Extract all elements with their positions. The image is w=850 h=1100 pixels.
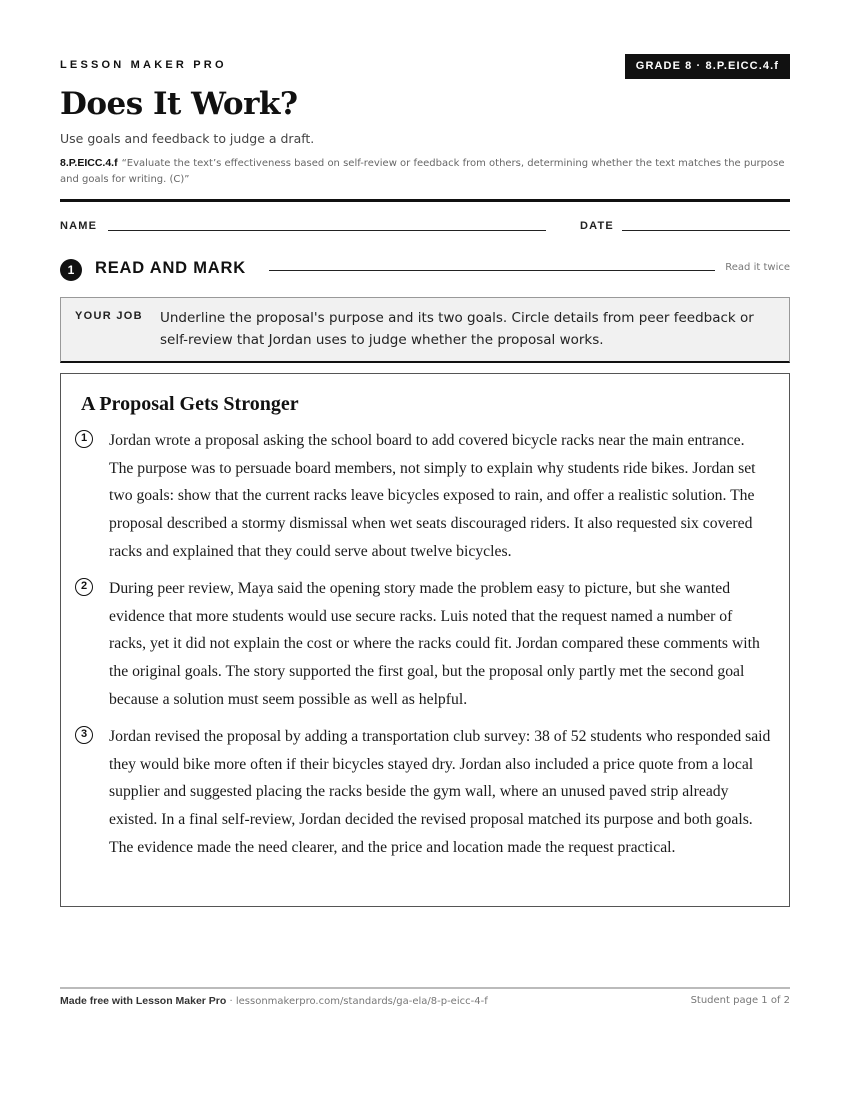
your-job-box bbox=[60, 297, 790, 363]
paragraph-text: Jordan wrote a proposal asking the school board to add covered bicycle racks near the main entrance. The purpose was to persuade board members, not simply to explain why students ride bikes. Jordan set two goals: show that the current racks leave bicycles exposed to rain, and offer a realistic solution. The proposal described a stormy dismissal when wet seats discouraged riders. It also requested six covered racks and explained that they could serve about twelve bicycles. bbox=[109, 432, 756, 560]
standard-text: “Evaluate the text’s effectiveness based on self-review or feedback from others, determining whether the text matches the purpose and goals for writing. (C)” bbox=[60, 158, 785, 185]
name-label: NAME bbox=[60, 220, 98, 232]
footer-divider bbox=[60, 987, 790, 989]
page-number: Student page 1 of 2 bbox=[690, 995, 790, 1006]
paragraph-number: 1 bbox=[75, 430, 93, 448]
reading-passage bbox=[60, 373, 790, 907]
paragraph-number: 3 bbox=[75, 726, 93, 744]
date-field[interactable] bbox=[622, 230, 790, 231]
section-number: 1 bbox=[60, 259, 82, 281]
footer-made-with: Made free with Lesson Maker Pro bbox=[60, 995, 227, 1007]
page-subtitle: Use goals and feedback to judge a draft. bbox=[60, 131, 315, 146]
section-title: READ AND MARK bbox=[95, 259, 246, 277]
grade-badge: GRADE 8 · 8.P.EICC.4.f bbox=[625, 54, 790, 79]
standard-code: 8.P.EICC.4.f bbox=[60, 157, 118, 169]
footer-credit bbox=[60, 995, 488, 1007]
page-title: Does It Work? bbox=[60, 86, 298, 122]
footer-url[interactable]: · lessonmakerpro.com/standards/ga-ela/8-p-eicc-4-f bbox=[226, 996, 488, 1007]
your-job-instructions: Underline the proposal's purpose and its two goals. Circle details from peer feedback or self-review that Jordan uses to judge whether the proposal works. bbox=[160, 310, 754, 348]
your-job-label: YOUR JOB bbox=[75, 310, 143, 322]
standard-description bbox=[60, 155, 790, 188]
name-field[interactable] bbox=[108, 230, 546, 231]
paragraph-text: During peer review, Maya said the opening story made the problem easy to picture, but she wanted evidence that more students would use secure racks. Luis noted that the request named a number of racks, yet it did not explain the cost or where the racks could fit. Jordan compared these comments with the original goals. The story supported the first goal, but the proposal only partly met the second goal because a solution must seem possible as well as helpful. bbox=[109, 580, 760, 708]
header-divider bbox=[60, 199, 790, 202]
header-bar bbox=[60, 54, 790, 80]
name-date-row bbox=[60, 220, 790, 236]
date-label: DATE bbox=[580, 220, 614, 232]
section-note: Read it twice bbox=[725, 262, 790, 273]
section-rule bbox=[269, 270, 715, 271]
paragraph-text: Jordan revised the proposal by adding a transportation club survey: 38 of 52 students who responded said they would bike more often if their bicycles stayed dry. Jordan also included a price quote from a local supplier and suggested placing the racks beside the gym wall, where an unused paved strip already existed. In a final self-review, Jordan decided the revised proposal matched its purpose and both goals. The evidence made the need clearer, and the price and location made the request practical. bbox=[109, 728, 771, 856]
paragraph-number: 2 bbox=[75, 578, 93, 596]
passage-title: A Proposal Gets Stronger bbox=[81, 393, 299, 415]
section-header bbox=[60, 258, 790, 282]
brand-name: LESSON MAKER PRO bbox=[60, 59, 227, 71]
